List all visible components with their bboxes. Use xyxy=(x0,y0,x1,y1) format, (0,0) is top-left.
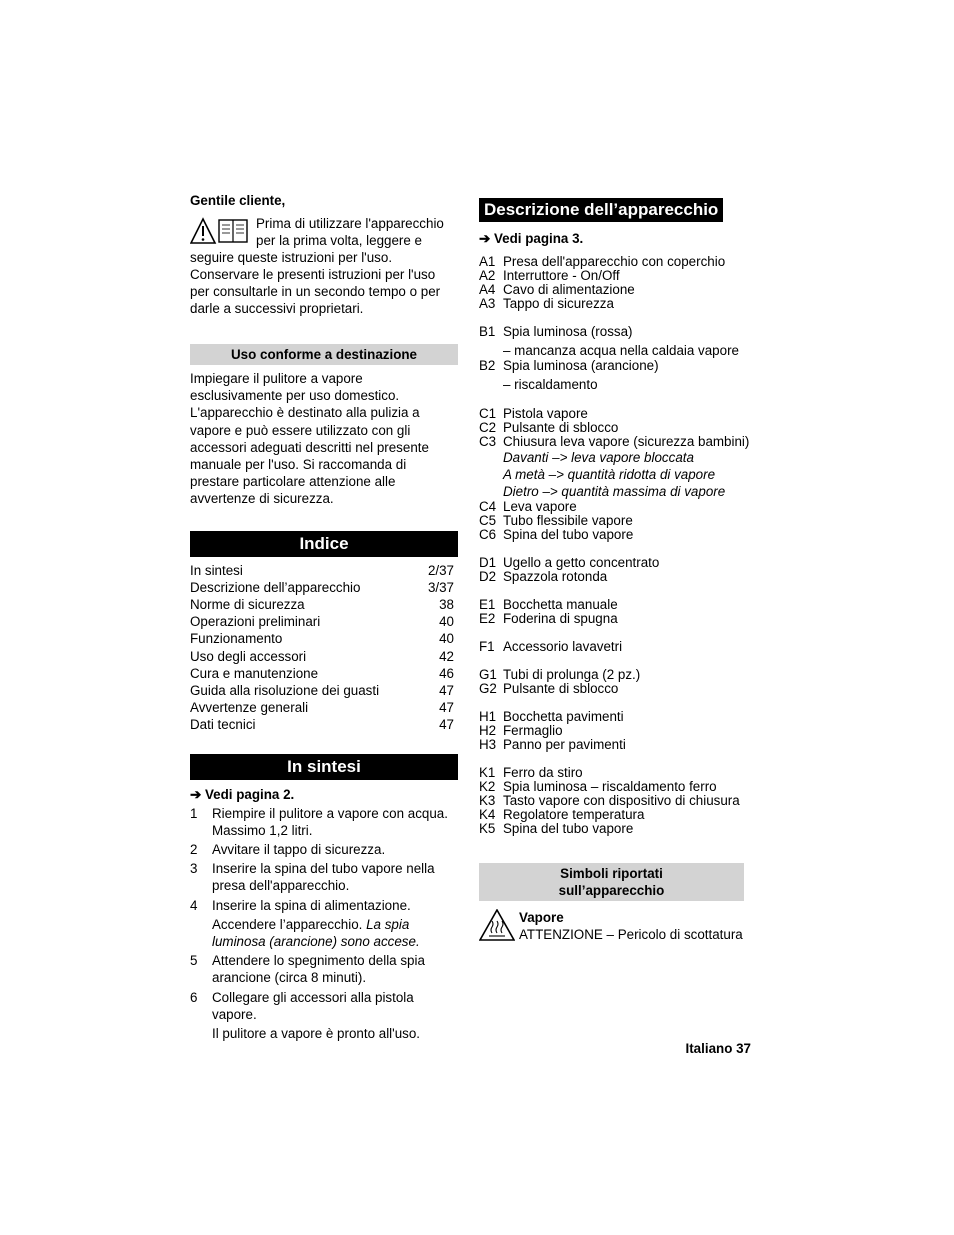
part-text: Chiusura leva vapore (sicurezza bambini) xyxy=(503,434,750,449)
index-row xyxy=(190,682,454,699)
index-page: 46 xyxy=(439,665,454,681)
index-row xyxy=(190,613,454,630)
step-number: 2 xyxy=(190,842,198,858)
index-page: 38 xyxy=(439,597,454,613)
symbols-heading-line1: Simboli riportati xyxy=(560,866,663,881)
part-item xyxy=(479,283,759,297)
index-row xyxy=(190,716,454,733)
index-title: Avvertenze generali xyxy=(190,700,309,716)
part-item xyxy=(479,269,759,283)
part-code: C5 xyxy=(479,513,497,528)
part-code: B1 xyxy=(479,324,496,339)
right-column xyxy=(479,198,759,943)
part-text: Spia luminosa (arancione) xyxy=(503,358,659,373)
step-text: Inserire la spina di alimentazione. xyxy=(212,897,411,913)
part-text: Spia luminosa – riscaldamento ferro xyxy=(503,779,717,794)
part-item xyxy=(479,359,759,373)
step-item xyxy=(190,841,458,858)
part-text: Regolatore temperatura xyxy=(503,807,645,822)
index-page: 47 xyxy=(439,700,454,716)
steam-warning-icon xyxy=(479,909,515,941)
step-text: Avvitare il tappo di sicurezza. xyxy=(212,842,386,858)
part-text: Tappo di sicurezza xyxy=(503,296,614,311)
step4-note-text: Accendere l’apparecchio. xyxy=(212,916,367,932)
index-row xyxy=(190,562,454,579)
index-row xyxy=(190,579,454,596)
part-item xyxy=(479,407,759,421)
part-code: K5 xyxy=(479,821,496,836)
part-italic-note: Davanti –> leva vapore bloccata xyxy=(503,450,694,465)
part-text: Presa dell'apparecchio con coperchio xyxy=(503,254,726,269)
part-text: Spazzola rotonda xyxy=(503,569,608,584)
step4-note-italic: La spia luminosa (arancione) sono accese. xyxy=(212,916,420,950)
final-note: Il pulitore a vapore è pronto all'uso. xyxy=(212,1026,421,1042)
part-text: Foderina di spugna xyxy=(503,611,618,626)
step-item xyxy=(190,860,458,894)
part-text: Spina del tubo vapore xyxy=(503,527,634,542)
index-page: 40 xyxy=(439,631,454,647)
index-row xyxy=(190,630,454,647)
step-item xyxy=(190,989,458,1023)
summary-heading: In sintesi xyxy=(190,754,458,780)
step4-note xyxy=(190,916,458,950)
part-text: Leva vapore xyxy=(503,499,577,514)
part-item xyxy=(479,710,759,724)
part-item xyxy=(479,528,759,542)
part-code: E1 xyxy=(479,597,496,612)
part-item xyxy=(479,668,759,682)
part-item xyxy=(479,514,759,528)
step-text: Inserire la spina del tubo vapore nella presa dell'apparecchio. xyxy=(212,861,435,894)
warning-manual-icon xyxy=(190,217,250,245)
index-page: 40 xyxy=(439,614,454,630)
part-item xyxy=(479,570,759,584)
symbol-text: ATTENZIONE – Pericolo di scottatura xyxy=(519,927,743,942)
symbols-heading-line2: sull’apparecchio xyxy=(558,883,665,898)
part-code: C4 xyxy=(479,499,497,514)
part-item xyxy=(479,780,759,794)
index-page: 47 xyxy=(439,717,454,733)
group-gap xyxy=(479,393,759,407)
index-title: Norme di sicurezza xyxy=(190,597,305,613)
parts-list xyxy=(479,255,759,836)
group-gap xyxy=(479,654,759,668)
step-text: Attendere lo spegnimento della spia arancione (circa 8 minuti). xyxy=(212,953,425,986)
part-text: Pistola vapore xyxy=(503,406,588,421)
index-title: In sintesi xyxy=(190,562,243,578)
index-title: Cura e manutenzione xyxy=(190,665,319,681)
part-text: Tubo flessibile vapore xyxy=(503,513,633,528)
step-number: 4 xyxy=(190,897,198,913)
page-footer: Italiano 37 xyxy=(685,1041,751,1056)
part-text: Pulsante di sblocco xyxy=(503,420,619,435)
part-item xyxy=(479,682,759,696)
part-text: Tasto vapore con dispositivo di chiusura xyxy=(503,793,740,808)
part-code: B2 xyxy=(479,358,496,373)
description-ref-text: Vedi pagina 3. xyxy=(493,231,584,246)
group-gap xyxy=(479,542,759,556)
index-page: 2/37 xyxy=(427,562,454,578)
part-item xyxy=(479,255,759,269)
index-row xyxy=(190,665,454,682)
part-text: Spia luminosa (rossa) xyxy=(503,324,633,339)
part-text: Fermaglio xyxy=(503,723,563,738)
part-text: Spina del tubo vapore xyxy=(503,821,634,836)
part-code: C2 xyxy=(479,420,497,435)
part-text: Ferro da stiro xyxy=(503,765,583,780)
steam-symbol xyxy=(479,901,759,943)
step-text: Riempire il pulitore a vapore con acqua. Massimo 1,2 litri. xyxy=(212,805,448,838)
index-title: Dati tecnici xyxy=(190,717,256,733)
step-number: 5 xyxy=(190,953,198,969)
part-text: Pulsante di sblocco xyxy=(503,681,619,696)
index-title: Operazioni preliminari xyxy=(190,614,321,630)
step-number: 1 xyxy=(190,805,198,821)
part-item xyxy=(479,421,759,435)
part-text: Bocchetta manuale xyxy=(503,597,618,612)
part-item xyxy=(479,794,759,808)
part-code: D2 xyxy=(479,569,497,584)
part-code: A1 xyxy=(479,254,496,269)
arrow-right-icon: ➔ xyxy=(190,786,202,802)
part-code: C1 xyxy=(479,406,497,421)
index-page: 47 xyxy=(439,683,454,699)
part-code: H2 xyxy=(479,723,497,738)
part-text: Panno per pavimenti xyxy=(503,737,626,752)
step-number: 6 xyxy=(190,989,198,1005)
part-code: E2 xyxy=(479,611,496,626)
use-text: Impiegare il pulitore a vapore esclusivamente per uso domestico. L'apparecchio è destinato alla pulizia a vapore e può essere utilizzato con gli accessori adeguati descritti nel presente manuale per l'uso. Si raccomanda di prestare particolare attenzione alle avvertenze di sicurezza. xyxy=(190,371,429,507)
index-title: Descrizione dell’apparecchio xyxy=(190,579,361,595)
part-text: Cavo di alimentazione xyxy=(503,282,635,297)
part-italic-note: A metà –> quantità ridotta di vapore xyxy=(503,467,716,482)
step-item xyxy=(190,952,458,986)
index-heading: Indice xyxy=(190,531,458,557)
part-code: A3 xyxy=(479,296,496,311)
part-item xyxy=(479,738,759,752)
part-item xyxy=(479,500,759,514)
part-code: A2 xyxy=(479,268,496,283)
symbol-title: Vapore xyxy=(519,910,564,925)
left-column xyxy=(190,192,458,1044)
index-row xyxy=(190,699,454,716)
part-code: F1 xyxy=(479,639,495,654)
part-note: – mancanza acqua nella caldaia vapore xyxy=(503,343,739,358)
part-note: – riscaldamento xyxy=(503,377,598,392)
part-code: K1 xyxy=(479,765,496,780)
part-code: K4 xyxy=(479,807,496,822)
part-code: H1 xyxy=(479,709,497,724)
part-item xyxy=(479,435,759,449)
part-code: A4 xyxy=(479,282,496,297)
step-item xyxy=(190,805,458,839)
part-item xyxy=(479,297,759,311)
part-code: G1 xyxy=(479,667,497,682)
part-text: Bocchetta pavimenti xyxy=(503,709,624,724)
use-heading: Uso conforme a destinazione xyxy=(190,344,458,365)
part-item xyxy=(479,612,759,626)
part-item xyxy=(479,640,759,654)
index-title: Guida alla risoluzione dei guasti xyxy=(190,683,380,699)
step-text: Collegare gli accessori alla pistola vapore. xyxy=(212,989,414,1022)
index-table xyxy=(190,562,454,734)
index-title: Uso degli accessori xyxy=(190,648,307,664)
group-gap xyxy=(479,311,759,325)
group-gap xyxy=(479,752,759,766)
part-item xyxy=(479,325,759,339)
part-code: D1 xyxy=(479,555,497,570)
step-item xyxy=(190,897,458,914)
index-row xyxy=(190,648,454,665)
part-code: G2 xyxy=(479,681,497,696)
summary-ref-text: Vedi pagina 2. xyxy=(204,786,295,802)
description-reference xyxy=(479,230,759,247)
index-page: 42 xyxy=(439,648,454,664)
greeting: Gentile cliente, xyxy=(190,193,286,208)
index-row xyxy=(190,596,454,613)
intro-text: Prima di utilizzare l'apparecchio per la prima volta, leggere e seguire queste istruzioni per l'uso. Conservare le presenti istruzioni per l'uso per consultarle in un secondo tempo o per darle a successivi proprietari. xyxy=(190,216,444,316)
part-italic-note: Dietro –> quantità massima di vapore xyxy=(503,484,726,499)
part-text: Accessorio lavavetri xyxy=(503,639,623,654)
steps-list xyxy=(190,805,458,914)
symbols-heading xyxy=(479,863,744,901)
step-number: 3 xyxy=(190,861,198,877)
steps-list-continued xyxy=(190,952,458,1023)
part-item xyxy=(479,724,759,738)
part-item xyxy=(479,598,759,612)
part-code: K3 xyxy=(479,793,496,808)
part-item xyxy=(479,822,759,836)
group-gap xyxy=(479,626,759,640)
part-item xyxy=(479,766,759,780)
description-heading: Descrizione dell’apparecchio xyxy=(479,198,723,222)
index-title: Funzionamento xyxy=(190,631,283,647)
part-text: Tubi di prolunga (2 pz.) xyxy=(503,667,641,682)
group-gap xyxy=(479,584,759,598)
arrow-right-icon: ➔ xyxy=(479,231,491,246)
summary-reference xyxy=(190,786,458,803)
part-item xyxy=(479,808,759,822)
part-text: Ugello a getto concentrato xyxy=(503,555,660,570)
part-code: H3 xyxy=(479,737,497,752)
group-gap xyxy=(479,696,759,710)
part-text: Interruttore - On/Off xyxy=(503,268,620,283)
part-code: K2 xyxy=(479,779,496,794)
index-page: 3/37 xyxy=(427,579,454,595)
part-code: C3 xyxy=(479,434,497,449)
part-code: C6 xyxy=(479,527,497,542)
part-item xyxy=(479,556,759,570)
intro-block xyxy=(190,215,458,317)
